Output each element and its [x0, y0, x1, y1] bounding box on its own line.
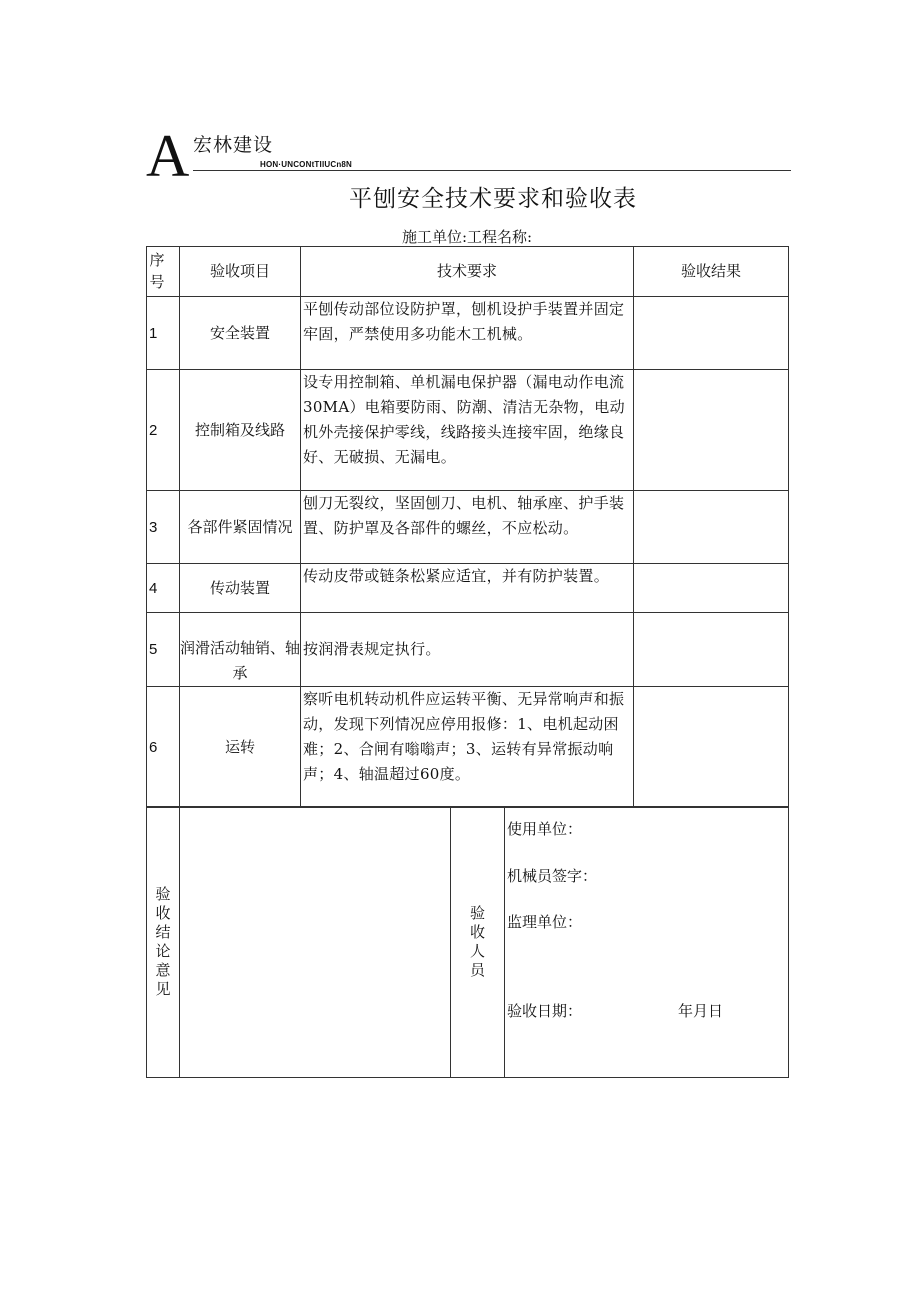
row-item: 安全装置 — [180, 297, 301, 370]
row-no: 3 — [147, 491, 180, 564]
inspection-table — [146, 246, 789, 808]
mechanic-sign-label: 机械员签字： — [507, 867, 598, 885]
row-item: 润滑活动轴销、轴承 — [180, 613, 301, 687]
personnel-label: 验收人员 — [451, 807, 505, 1078]
row-result[interactable] — [634, 297, 789, 370]
table-header-row — [147, 247, 789, 297]
table-row — [147, 564, 789, 613]
row-requirement: 刨刀无裂纹，坚固刨刀、电机、轴承座、护手装置、防护罩及各部件的螺丝，不应松动。 — [301, 491, 634, 564]
row-no: 5 — [147, 613, 180, 687]
logo-english-name: HON·UNCONtTIIUCn8N — [260, 160, 353, 169]
row-no: 6 — [147, 687, 180, 808]
row-item: 控制箱及线路 — [180, 370, 301, 491]
conclusion-label: 验收结论意见 — [147, 807, 180, 1078]
row-requirement: 察听电机转动机件应运转平衡、无异常响声和振动，发现下列情况应停用报修：1、电机起动困难；2、合闸有嗡嗡声；3、运转有异常振动响声；4、轴温超过60度。 — [301, 687, 634, 808]
document-subtitle: 施工单位:工程名称: — [401, 228, 533, 246]
table-row — [147, 297, 789, 370]
header-no: 序号 — [147, 247, 180, 297]
use-unit-label: 使用单位： — [507, 820, 583, 838]
table-row — [147, 687, 789, 808]
inspection-date-label: 验收日期： — [507, 1002, 583, 1020]
supervisor-label: 监理单位： — [507, 913, 583, 931]
row-result[interactable] — [634, 370, 789, 491]
header-rule — [193, 170, 791, 171]
logo-letter: A — [146, 123, 190, 189]
conclusion-row — [147, 807, 789, 1078]
row-result[interactable] — [634, 613, 789, 687]
row-result[interactable] — [634, 687, 789, 808]
table-row — [147, 613, 789, 687]
document-title: 平刨安全技术要求和验收表 — [349, 186, 637, 212]
row-requirement: 按润滑表规定执行。 — [301, 613, 634, 687]
header-requirement: 技术要求 — [301, 247, 634, 297]
row-no: 1 — [147, 297, 180, 370]
logo-company-name: 宏林建设 — [193, 134, 274, 156]
header-result: 验收结果 — [634, 247, 789, 297]
row-no: 2 — [147, 370, 180, 491]
row-result[interactable] — [634, 564, 789, 613]
conclusion-field[interactable] — [180, 807, 451, 1078]
row-requirement: 传动皮带或链条松紧应适宜，并有防护装置。 — [301, 564, 634, 613]
row-requirement: 设专用控制箱、单机漏电保护器（漏电动作电流30MA）电箱要防雨、防潮、清洁无杂物，电动机外壳接保护零线，线路接头连接牢固，绝缘良好、无破损、无漏电。 — [301, 370, 634, 491]
table-row — [147, 370, 789, 491]
row-result[interactable] — [634, 491, 789, 564]
signature-block — [505, 807, 789, 1078]
row-no: 4 — [147, 564, 180, 613]
conclusion-table — [146, 806, 789, 1078]
table-row — [147, 491, 789, 564]
inspection-date-value: 年月日 — [678, 1002, 724, 1020]
row-item: 运转 — [180, 687, 301, 808]
row-requirement: 平刨传动部位设防护罩，刨机设护手装置并固定牢固，严禁使用多功能木工机械。 — [301, 297, 634, 370]
row-item: 各部件紧固情况 — [180, 491, 301, 564]
header-item: 验收项目 — [180, 247, 301, 297]
row-item: 传动装置 — [180, 564, 301, 613]
